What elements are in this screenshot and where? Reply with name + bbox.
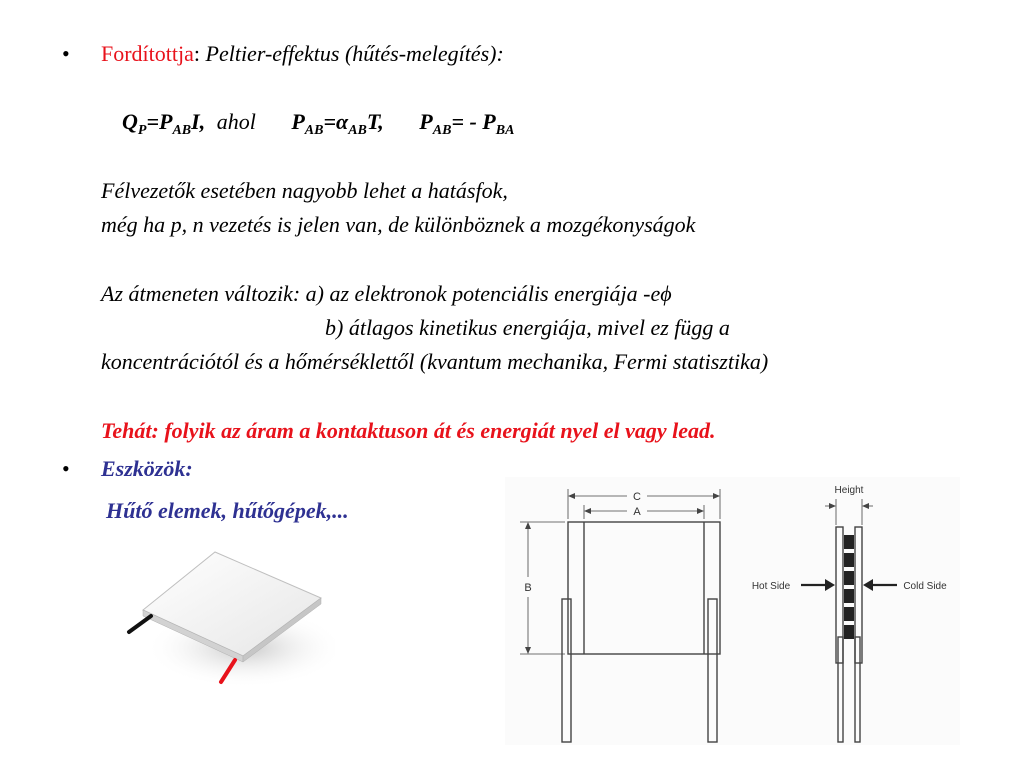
formula-i: I,: [191, 109, 206, 134]
bullet-2: •: [62, 456, 70, 481]
formula-q: Q: [122, 109, 138, 134]
colon: :: [193, 41, 201, 66]
label-hot-side: Hot Side: [751, 581, 791, 592]
label-b: B: [524, 582, 532, 594]
formula-eq1: =: [146, 109, 159, 134]
formula-line: [122, 109, 515, 138]
formula-eq3: = - P: [451, 109, 496, 134]
line-peltier: [101, 41, 504, 67]
formula-q-sub: P: [137, 123, 147, 138]
formula-p4-sub: BA: [495, 123, 515, 138]
label-c: C: [633, 491, 641, 503]
devices-title: Eszközök:: [101, 456, 193, 481]
conclusion-line: Tehát: folyik az áram a kontaktuson át és energiát nyel el vagy lead.: [101, 418, 716, 443]
transition-line-1: Az átmeneten változik: a) az elektronok potenciális energiája -eϕ: [101, 281, 672, 306]
formula-p2-sub: AB: [304, 123, 324, 138]
transition-line-3: koncentrációtól és a hőmérséklettől (kvantum mechanika, Fermi statisztika): [101, 349, 769, 374]
semi-line-1: Félvezetők esetében nagyobb lehet a hatásfok,: [101, 178, 508, 203]
formula-p3: P: [419, 109, 433, 134]
formula-t: T,: [366, 109, 384, 134]
formula-ahol: ahol: [216, 109, 256, 134]
peltier-dimension-diagram: [505, 477, 960, 745]
transition-line-2: b) átlagos kinetikus energiája, mivel ez függ a: [325, 315, 730, 340]
formula-p2: P: [291, 109, 305, 134]
devices-subtitle: Hűtő elemek, hűtőgépek,...: [106, 498, 349, 523]
bullet-1: •: [62, 41, 70, 66]
label-a: A: [633, 506, 641, 518]
reverse-label: Fordítottja: [101, 41, 194, 66]
formula-eq2: =: [323, 109, 337, 134]
formula-p1-sub: AB: [172, 123, 192, 138]
peltier-module-image: [125, 548, 335, 698]
formula-p1: P: [159, 109, 173, 134]
formula-alpha: α: [336, 109, 349, 134]
label-cold-side: Cold Side: [903, 581, 947, 592]
formula-alpha-sub: AB: [348, 123, 367, 138]
label-height: Height: [834, 485, 864, 496]
peltier-text: Peltier-effektus (hűtés-melegítés):: [205, 41, 504, 66]
semi-line-2: még ha p, n vezetés is jelen van, de különböznek a mozgékonyságok: [101, 212, 696, 237]
formula-p3-sub: AB: [432, 123, 452, 138]
